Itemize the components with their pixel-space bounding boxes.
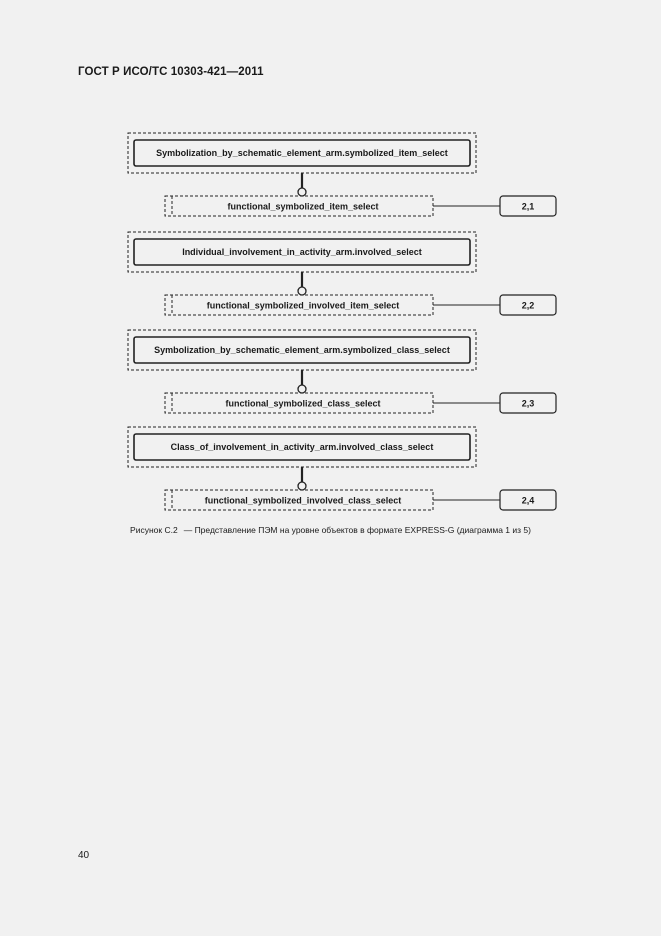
select-label: Class_of_involvement_in_activity_arm.involved_class_select (170, 442, 434, 452)
relationship-circle (298, 188, 306, 196)
target-label: functional_symbolized_class_select (225, 398, 381, 409)
figure-caption-text: — Представление ПЭМ на уровне объектов в формате EXPRESS-G (диаграмма 1 из 5) (183, 525, 531, 535)
select-label: Symbolization_by_schematic_element_arm.symbolized_class_select (154, 345, 450, 355)
page-reference-label: 2,3 (521, 398, 535, 409)
figure-caption-label: Рисунок С.2 (130, 525, 178, 535)
relationship-circle (298, 482, 306, 490)
diagram-row (128, 427, 556, 510)
page-reference-label: 2,1 (521, 201, 535, 212)
document-header: ГОСТ Р ИСО/ТС 10303-421—2011 (78, 66, 264, 78)
page-reference-label: 2,4 (521, 495, 535, 506)
select-label: Symbolization_by_schematic_element_arm.symbolized_item_select (156, 148, 448, 158)
figure-caption (0, 525, 661, 535)
target-label: functional_symbolized_item_select (227, 201, 379, 212)
diagram-row (128, 232, 556, 315)
page-reference-label: 2,2 (521, 300, 535, 311)
relationship-circle (298, 287, 306, 295)
diagram-row (128, 133, 556, 216)
page-number: 40 (78, 850, 90, 861)
target-label: functional_symbolized_involved_class_select (204, 495, 402, 506)
target-label: functional_symbolized_involved_item_select (206, 300, 400, 311)
select-label: Individual_involvement_in_activity_arm.involved_select (182, 247, 422, 257)
diagram-row (128, 330, 556, 413)
relationship-circle (298, 385, 306, 393)
